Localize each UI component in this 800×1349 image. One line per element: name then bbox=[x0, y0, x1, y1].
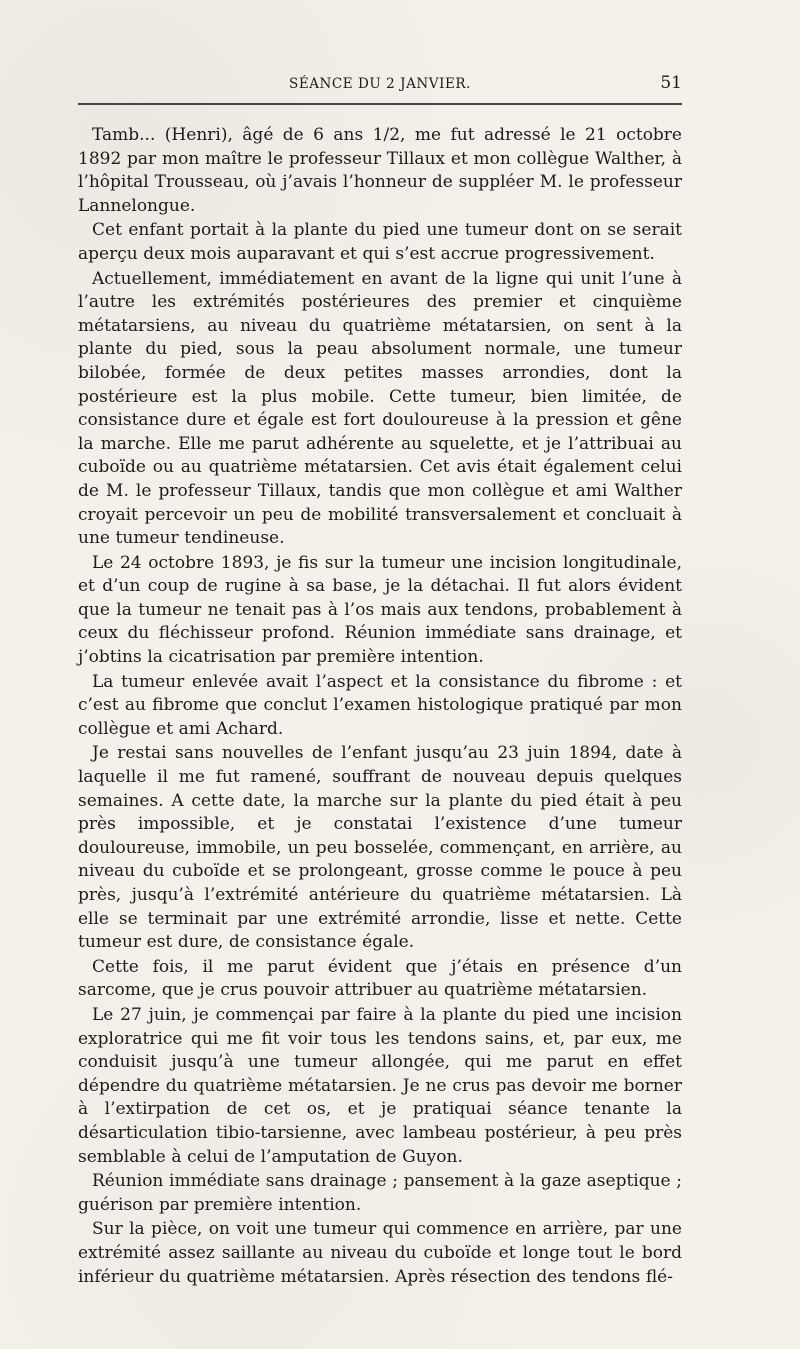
paragraph: Cette fois, il me parut évident que j’étais en présence d’un sarcome, que je crus pouvoir attribuer au quatrième métatarsien. bbox=[78, 956, 682, 1001]
body-text bbox=[78, 124, 682, 1289]
paragraph: Le 24 octobre 1893, je fis sur la tumeur une incision longitudinale, et d’un coup de rugine à sa base, je la détachai. Il fut alors évident que la tumeur ne tenait pas à l’os mais aux tendons, probablement à ceux du fléchisseur profond. Réunion immédiate sans drainage, et j’obtins la cicatrisation par première intention. bbox=[78, 552, 682, 668]
paragraph: Sur la pièce, on voit une tumeur qui commence en arrière, par une extrémité assez saillante au niveau du cuboïde et longe tout le bord inférieur du quatrième métatarsien. Après résection des tendons flé- bbox=[78, 1219, 682, 1287]
paragraph: La tumeur enlevée avait l’aspect et la consistance du fibrome : et c’est au fibrome que conclut l’examen histologique pratiqué par mon collègue et ami Achard. bbox=[78, 671, 682, 739]
running-title: SÉANCE DU 2 JANVIER. bbox=[289, 76, 471, 92]
page-number: 51 bbox=[660, 73, 682, 93]
paragraph: Réunion immédiate sans drainage ; pansement à la gaze aseptique ; guérison par première intention. bbox=[78, 1171, 682, 1215]
paragraph: Le 27 juin, je commençai par faire à la plante du pied une incision exploratrice qui me fit voir tous les tendons sains, et, par eux, me conduisit jusqu’à une tumeur allongée, qui me parut en effet dépendre du quatrième métatarsien. Je ne crus pas devoir me borner à l’extirpation de cet os, et je pratiquai séance tenante la désarticulation tibio-tarsienne, avec lambeau postérieur, à peu près semblable à celui de l’amputation de Guyon. bbox=[78, 1004, 682, 1167]
page-header bbox=[78, 73, 682, 98]
header-rule bbox=[78, 103, 682, 105]
paragraph: Je restai sans nouvelles de l’enfant jusqu’au 23 juin 1894, date à laquelle il me fut ramené, souffrant de nouveau depuis quelques semaines. A cette date, la marche sur la plante du pied était à peu près impossible, et je constatai l’existence d’une tumeur douloureuse, immobile, un peu bosselée, commençant, en arrière, au niveau du cuboïde et se prolongeant, grosse comme le pouce à peu près, jusqu’à l’extrémité antérieure du quatrième métatarsien. Là elle se terminait par une extrémité arrondie, lisse et nette. Cette tumeur est dure, de consistance égale. bbox=[78, 743, 682, 953]
paragraph: Cet enfant portait à la plante du pied une tumeur dont on se serait aperçu deux mois auparavant et qui s’est accrue progressivement. bbox=[78, 220, 682, 264]
paragraph: Actuellement, immédiatement en avant de la ligne qui unit l’une à l’autre les extrémités postérieures des premier et cinquième métatarsiens, au niveau du quatrième métatarsien, on sent à la plante du pied, sous la peau absolument normale, une tumeur bilobée, formée de deux petites masses arrondies, dont la postérieure est la plus mobile. Cette tumeur, bien limitée, de consistance dure et égale est fort douloureuse à la pression et gêne la marche. Elle me parut adhérente au squelette, et je l’attribuai au cuboïde ou au quatrième métatarsien. Cet avis était également celui de M. le professeur Tillaux, tandis que mon collègue et ami Walther croyait percevoir un peu de mobilité transversalement et concluait à une tumeur tendineuse. bbox=[78, 268, 682, 549]
paragraph: Tamb... (Henri), âgé de 6 ans 1/2, me fut adressé le 21 octobre 1892 par mon maître le professeur Tillaux et mon collègue Walther, à l’hôpital Trousseau, où j’avais l’honneur de suppléer M. le professeur Lannelongue. bbox=[78, 125, 682, 216]
